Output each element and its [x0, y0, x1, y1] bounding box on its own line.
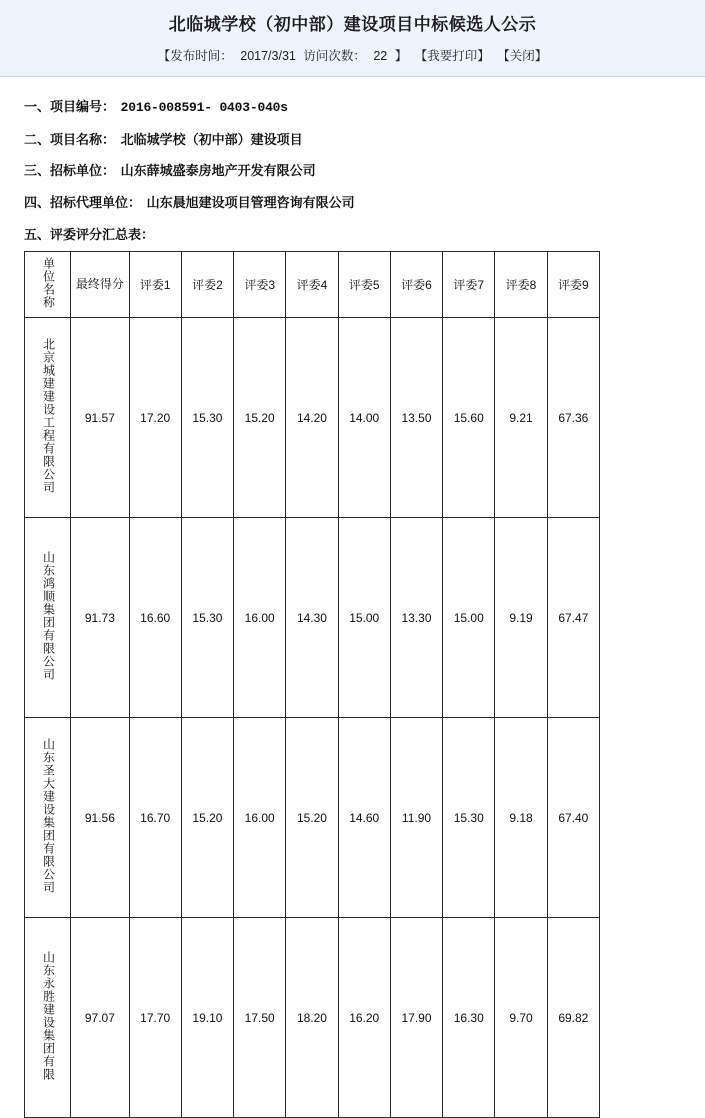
row-judge-4: 18.20	[286, 918, 338, 1118]
print-link[interactable]: 【我要打印】	[414, 49, 490, 63]
row-judge-6: 13.50	[390, 318, 442, 518]
col-header-judge-6: 评委6	[390, 252, 442, 318]
header-meta	[0, 44, 705, 76]
col-header-judge-4: 评委4	[286, 252, 338, 318]
row-judge-9: 67.36	[547, 318, 599, 518]
row-unit-name	[25, 718, 71, 918]
row-judge-7: 15.60	[443, 318, 495, 518]
score-table-head	[25, 252, 600, 318]
tender-unit-value: 山东薛城盛泰房地产开发有限公司	[120, 163, 316, 178]
row-judge-6: 13.30	[390, 518, 442, 718]
row-judge-8: 9.70	[495, 918, 547, 1118]
row-judge-1: 17.20	[129, 318, 181, 518]
row-judge-3: 17.50	[234, 918, 286, 1118]
col-header-final-score	[71, 252, 129, 318]
score-table-body	[25, 318, 600, 1118]
row-judge-6: 17.90	[390, 918, 442, 1118]
project-number-label: 一、项目编号：	[24, 99, 116, 114]
tender-unit-label: 三、招标单位：	[24, 163, 116, 178]
publish-time-label: 【发布时间：	[157, 49, 233, 63]
visits-label: 访问次数：	[303, 49, 366, 63]
col-header-judge-9: 评委9	[547, 252, 599, 318]
row-unit-name	[25, 518, 71, 718]
document-body	[0, 77, 705, 1118]
row-judge-1: 17.70	[129, 918, 181, 1118]
row-judge-3: 16.00	[234, 518, 286, 718]
row-unit-name-text: 山东鸿顺集团有限公司	[41, 551, 56, 681]
row-unit-name	[25, 918, 71, 1118]
project-name-value: 北临城学校（初中部）建设项目	[120, 131, 303, 147]
row-judge-5: 15.00	[338, 518, 390, 718]
row-judge-5: 14.60	[338, 718, 390, 918]
row-judge-7: 16.30	[443, 918, 495, 1118]
row-judge-2: 15.30	[181, 518, 233, 718]
row-judge-1: 16.60	[129, 518, 181, 718]
table-row	[25, 318, 600, 518]
info-line-tender-unit	[0, 155, 705, 187]
info-line-project-name	[0, 124, 705, 156]
publish-date: 2017/3/31	[240, 49, 296, 63]
col-header-judge-7: 评委7	[443, 252, 495, 318]
row-judge-2: 19.10	[181, 918, 233, 1118]
table-row	[25, 518, 600, 718]
row-judge-5: 14.00	[338, 318, 390, 518]
agency-unit-label: 四、招标代理单位：	[24, 194, 142, 210]
col-header-judge-8: 评委8	[495, 252, 547, 318]
col-header-unit-name	[25, 252, 71, 318]
row-judge-3: 16.00	[234, 718, 286, 918]
col-header-unit-name-text: 单位名称	[41, 257, 56, 309]
score-table-holder	[0, 251, 705, 1118]
row-judge-9: 67.40	[547, 718, 599, 918]
page-header	[0, 0, 705, 77]
page-title: 北临城学校（初中部）建设项目中标候选人公示	[168, 15, 537, 34]
col-header-judge-1: 评委1	[129, 252, 181, 318]
row-judge-3: 15.20	[234, 318, 286, 518]
row-judge-6: 11.90	[390, 718, 442, 918]
col-header-judge-2: 评委2	[181, 252, 233, 318]
row-judge-5: 16.20	[338, 918, 390, 1118]
score-table	[24, 251, 600, 1118]
table-header-row	[25, 252, 600, 318]
row-unit-name	[25, 318, 71, 518]
row-judge-9: 67.47	[547, 518, 599, 718]
row-judge-8: 9.18	[495, 718, 547, 918]
row-judge-9: 69.82	[547, 918, 599, 1118]
row-judge-4: 15.20	[286, 718, 338, 918]
col-header-judge-3: 评委3	[234, 252, 286, 318]
col-header-judge-5: 评委5	[338, 252, 390, 318]
row-final-score: 91.73	[71, 518, 129, 718]
info-line-agency-unit	[0, 187, 705, 219]
project-number-value: 2016-008591- 0403-040s	[120, 100, 288, 115]
row-judge-1: 16.70	[129, 718, 181, 918]
row-judge-8: 9.21	[495, 318, 547, 518]
row-final-score: 91.57	[71, 318, 129, 518]
row-judge-2: 15.30	[181, 318, 233, 518]
project-name-label: 二、项目名称：	[24, 131, 116, 147]
row-final-score: 91.56	[71, 718, 129, 918]
row-unit-name-text: 北京城建建设工程有限公司	[41, 338, 56, 494]
row-judge-7: 15.30	[443, 718, 495, 918]
meta-close-bracket: 】	[394, 49, 408, 63]
close-link[interactable]: 【关闭】	[497, 49, 548, 63]
row-unit-name-text: 山东圣大建设集团有限公司	[41, 738, 56, 894]
info-line-project-number	[0, 91, 705, 124]
row-judge-4: 14.30	[286, 518, 338, 718]
table-row	[25, 718, 600, 918]
row-unit-name-text: 山东永胜建设集团有限	[41, 951, 56, 1081]
row-judge-2: 15.20	[181, 718, 233, 918]
row-judge-7: 15.00	[443, 518, 495, 718]
row-judge-8: 9.19	[495, 518, 547, 718]
col-header-final-score-text: 最终得分	[75, 277, 124, 292]
row-final-score: 97.07	[71, 918, 129, 1118]
table-row	[25, 918, 600, 1118]
row-judge-4: 14.20	[286, 318, 338, 518]
agency-unit-value: 山东晨旭建设项目管理咨询有限公司	[146, 194, 355, 210]
visits-count: 22	[373, 49, 388, 63]
section-five-heading: 五、评委评分汇总表：	[24, 227, 155, 242]
